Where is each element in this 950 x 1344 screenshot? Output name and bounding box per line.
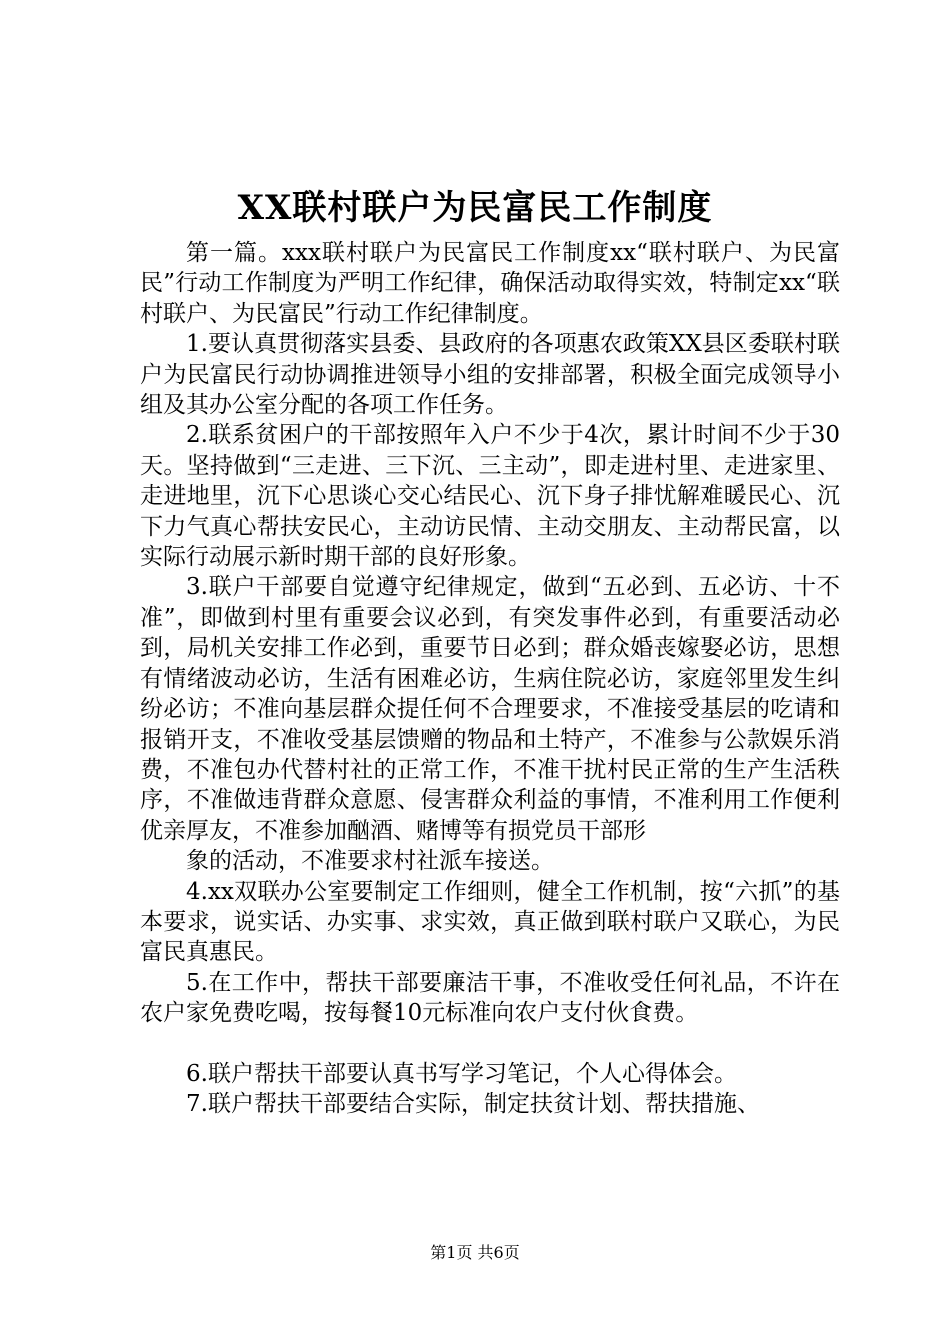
document-title: XX联村联户为民富民工作制度 (237, 188, 713, 228)
paragraph-item-4: 4.xx双联办公室要制定工作细则，健全工作机制，按“六抓”的基本要求，说实话、办实事、求实效，真正做到联村联户又联心，为民富民真惠民。 (140, 878, 840, 966)
paragraph-item-5: 5.在工作中，帮扶干部要廉洁干事，不准收受任何礼品，不许在农户家免费吃喝，按每餐10元标准向农户支付伙食费。 (140, 969, 840, 1027)
paragraph-item-7: 7.联户帮扶干部要结合实际，制定扶贫计划、帮扶措施、 (186, 1090, 760, 1117)
paragraph-item-6: 6.联户帮扶干部要认真书写学习笔记，个人心得体会。 (186, 1060, 737, 1087)
paragraph-item-2: 2.联系贫困户的干部按照年入户不少于4次，累计时间不少于30天。坚持做到“三走进、三下沉、三主动”，即走进村里、走进家里、走进地里，沉下心思谈心交心结民心、沉下身子排忧解难暖民心、沉下力气真心帮扶安民心，主动访民情、主动交朋友、主动帮民富，以实际行动展示新时期干部的良好形象。 (140, 422, 840, 571)
paragraph-item-1: 1.要认真贯彻落实县委、县政府的各项惠农政策XX县区委联村联户为民富民行动协调推进领导小组的安排部署，积极全面完成领导小组及其办公室分配的各项工作任务。 (140, 331, 840, 419)
paragraph-item-3: 3.联户干部要自觉遵守纪律规定，做到“五必到、五必访、十不准”，即做到村里有重要会议必到，有突发事件必到，有重要活动必到，局机关安排工作必到，重要节日必到；群众婚丧嫁娶必访，思想有情绪波动必访，生活有困难必访，生病住院必访，家庭邻里发生纠纷必访；不准向基层群众提任何不合理要求，不准接受基层的吃请和报销开支，不准收受基层馈赠的物品和土特产，不准参与公款娱乐消费，不准包办代替村社的正常工作，不准干扰村民正常的生产生活秩序，不准做违背群众意愿、侵害群众利益的事情，不准利用工作便利优亲厚友，不准参加酗酒、赌博等有损党员干部形 (140, 574, 840, 844)
document-body (140, 238, 840, 1119)
paragraph-item-3-continued: 象的活动，不准要求村社派车接送。 (186, 848, 554, 875)
paragraph-intro: 第一篇。xxx联村联户为民富民工作制度xx“联村联户、为民富民”行动工作制度为严明工作纪律，确保活动取得实效，特制定xx“联村联户、为民富民”行动工作纪律制度。 (140, 240, 840, 327)
page-number-footer: 第1页 共6页 (430, 1243, 520, 1262)
